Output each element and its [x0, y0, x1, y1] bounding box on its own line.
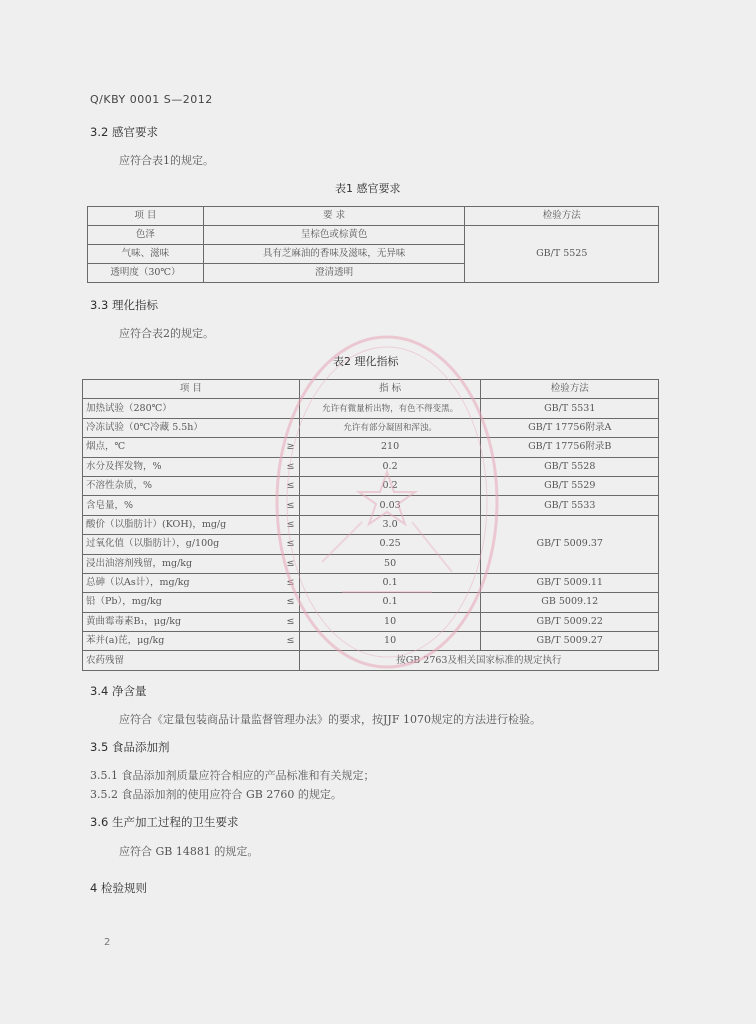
table-cell-item: 黄曲霉毒素B₁，μg/kg	[83, 612, 283, 631]
table-row	[83, 515, 659, 534]
table-header-cell: 要 求	[203, 207, 465, 226]
section-3-6-text: 应符合 GB 14881 的规定。	[119, 845, 259, 858]
section-3-5-title: 3.5 食品添加剂	[90, 740, 170, 754]
section-3-6-title: 3.6 生产加工过程的卫生要求	[90, 815, 239, 829]
table-row	[83, 651, 659, 670]
table-cell-method: GB/T 5533	[481, 496, 659, 515]
table-cell: 色泽	[88, 226, 204, 245]
table-cell-value: 0.2	[299, 457, 481, 476]
table-row	[83, 573, 659, 592]
table-cell-method: GB/T 5528	[481, 457, 659, 476]
table-cell-item: 酸价（以脂肪计）(KOH)，mg/g	[83, 515, 283, 534]
table-cell-value: 3.0	[299, 515, 481, 534]
table1-caption: 表1 感官要求	[335, 182, 401, 195]
table-cell: 气味、滋味	[88, 245, 204, 264]
table-header-cell: 检验方法	[465, 207, 659, 226]
table-cell-value: 允许有微量析出物，有色不得变黑。	[299, 399, 481, 418]
table-cell-op: ≤	[282, 515, 299, 534]
table-cell-op: ≥	[282, 438, 299, 457]
table-cell-op: ≤	[282, 496, 299, 515]
table-header-cell: 项 目	[83, 380, 300, 399]
section-3-2-text: 应符合表1的规定。	[119, 154, 214, 167]
table-cell-value: 10	[299, 632, 481, 651]
table-cell-item: 冷冻试验（0℃冷藏 5.5h）	[83, 418, 283, 437]
table-cell-item: 浸出油溶剂残留，mg/kg	[83, 554, 283, 573]
table-cell-value: 10	[299, 612, 481, 631]
table-row	[83, 457, 659, 476]
table-cell: 呈棕色或棕黄色	[203, 226, 465, 245]
page-number: 2	[104, 937, 111, 948]
table-header-row	[83, 380, 659, 399]
table-cell-method: GB/T 5009.37	[481, 515, 659, 573]
table-cell-value: 0.25	[299, 535, 481, 554]
section-3-5-1-text: 3.5.1 食品添加剂质量应符合相应的产品标准和有关规定；	[90, 769, 375, 782]
section-3-4-title: 3.4 净含量	[90, 684, 147, 698]
table-cell-op: ≤	[282, 632, 299, 651]
table-row	[83, 496, 659, 515]
table-cell: 透明度（30℃）	[88, 264, 204, 283]
table-cell-item: 水分及挥发物，%	[83, 457, 283, 476]
table-cell-item: 含皂量，%	[83, 496, 283, 515]
table-cell-method: GB 5009.12	[481, 593, 659, 612]
section-3-4-text: 应符合《定量包装商品计量监督管理办法》的要求，按JJF 1070规定的方法进行检验。	[119, 713, 541, 726]
table-cell-item: 农药残留	[83, 651, 300, 670]
table-cell-method: GB/T 5009.27	[481, 632, 659, 651]
table-cell-value: 按GB 2763及相关国家标准的规定执行	[299, 651, 658, 670]
section-4-title: 4 检验规则	[90, 881, 147, 895]
table-cell-item: 铅（Pb），mg/kg	[83, 593, 283, 612]
section-3-3-text: 应符合表2的规定。	[119, 327, 214, 340]
table-cell-method: GB/T 5531	[481, 399, 659, 418]
table-header-cell: 检验方法	[481, 380, 659, 399]
table-cell-item: 烟点，℃	[83, 438, 283, 457]
table-header-cell: 指 标	[299, 380, 481, 399]
table-cell-value: 0.1	[299, 573, 481, 592]
table-cell-op	[282, 418, 299, 437]
table-cell-item: 苯并(a)芘，μg/kg	[83, 632, 283, 651]
table-cell-value: 0.03	[299, 496, 481, 515]
section-3-3-title: 3.3 理化指标	[90, 298, 158, 312]
table-cell-method: GB/T 17756附录A	[481, 418, 659, 437]
table-cell-op	[282, 399, 299, 418]
table-row	[83, 612, 659, 631]
table-row	[83, 476, 659, 495]
table-row	[83, 418, 659, 437]
table-cell-method: GB/T 5529	[481, 476, 659, 495]
table-cell-item: 总砷（以As计），mg/kg	[83, 573, 283, 592]
table-cell-op: ≤	[282, 612, 299, 631]
table-row	[83, 438, 659, 457]
table-cell-value: 50	[299, 554, 481, 573]
table-cell-method: GB/T 5525	[465, 226, 659, 283]
table-cell-method: GB/T 17756附录B	[481, 438, 659, 457]
table-cell-op: ≤	[282, 457, 299, 476]
table-cell-item: 加热试验（280℃）	[83, 399, 283, 418]
table-cell-op: ≤	[282, 573, 299, 592]
table-cell-op: ≤	[282, 554, 299, 573]
table-cell-op: ≤	[282, 593, 299, 612]
table-cell-method: GB/T 5009.22	[481, 612, 659, 631]
table2-physicochemical	[82, 379, 659, 671]
table2-caption: 表2 理化指标	[333, 355, 399, 368]
table-cell-op: ≤	[282, 535, 299, 554]
table-row	[83, 593, 659, 612]
table-row	[83, 632, 659, 651]
section-3-2-title: 3.2 感官要求	[90, 125, 158, 139]
table-cell-method: GB/T 5009.11	[481, 573, 659, 592]
table-header-row	[88, 207, 659, 226]
table-row	[88, 226, 659, 245]
table-cell-value: 允许有部分凝固和浑浊。	[299, 418, 481, 437]
table-cell-value: 0.2	[299, 476, 481, 495]
table-cell-value: 210	[299, 438, 481, 457]
section-3-5-2-text: 3.5.2 食品添加剂的使用应符合 GB 2760 的规定。	[90, 788, 342, 801]
standard-code: Q/KBY 0001 S—2012	[90, 93, 213, 106]
table-cell: 具有芝麻油的香味及滋味，无异味	[203, 245, 465, 264]
table-header-cell: 项 目	[88, 207, 204, 226]
table-cell-item: 过氧化值（以脂肪计），g/100g	[83, 535, 283, 554]
table-cell-value: 0.1	[299, 593, 481, 612]
table-row	[83, 399, 659, 418]
table-cell: 澄清透明	[203, 264, 465, 283]
table-cell-item: 不溶性杂质，%	[83, 476, 283, 495]
table-cell-op: ≤	[282, 476, 299, 495]
table1-sensory	[87, 206, 659, 283]
